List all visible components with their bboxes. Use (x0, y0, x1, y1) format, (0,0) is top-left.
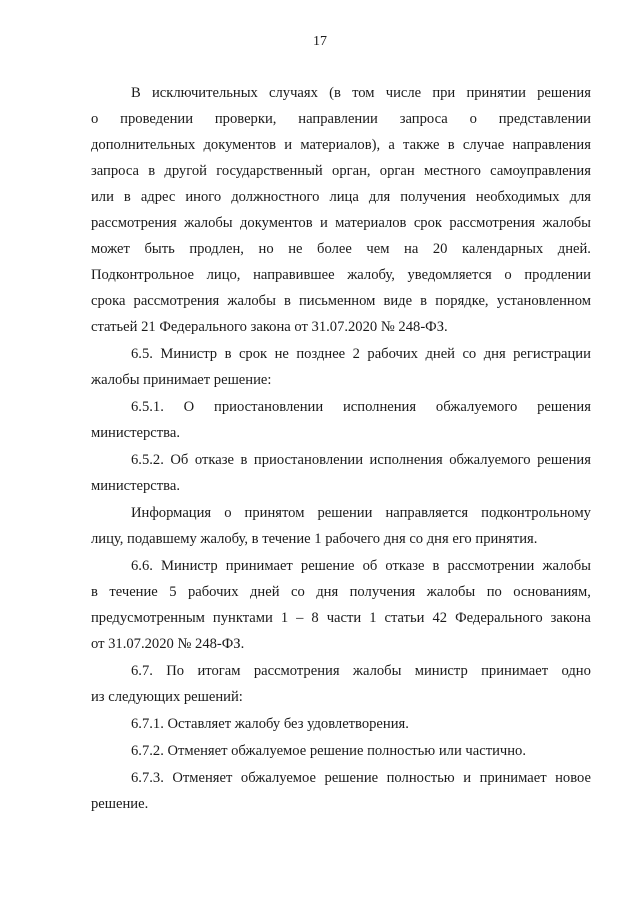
text-line: 6.5. Министр в срок не позднее 2 рабочих дней со дня регистрации (131, 346, 591, 362)
text-line: жалобы принимает решение: (91, 372, 272, 388)
paragraph (91, 500, 591, 552)
text-line: может быть продлен, но не более чем на 20 календарных дней. (91, 241, 591, 257)
text-line: или в адрес иного должностного лица для получения необходимых для (91, 189, 591, 205)
text-line: 6.7.3. Отменяет обжалуемое решение полностью и принимает новое (131, 770, 591, 786)
text-line: запроса в другой государственный орган, орган местного самоуправления (91, 163, 591, 179)
text-line: от 31.07.2020 № 248-ФЗ. (91, 636, 245, 652)
paragraph (91, 447, 591, 499)
text-line: 6.7.2. Отменяет обжалуемое решение полностью или частично. (131, 743, 526, 759)
paragraph (91, 394, 591, 446)
text-line: статьей 21 Федерального закона от 31.07.2020 № 248-ФЗ. (91, 319, 448, 335)
document-body (91, 80, 591, 817)
text-line: в течение 5 рабочих дней со дня получения жалобы по основаниям, (91, 584, 591, 600)
text-line: 6.6. Министр принимает решение об отказе в рассмотрении жалобы (131, 558, 591, 574)
text-line: дополнительных документов и материалов), а также в случае направления (91, 137, 591, 153)
text-line: Информация о принятом решении направляется подконтрольному (131, 505, 591, 521)
text-line: Подконтрольное лицо, направившее жалобу, уведомляется о продлении (91, 267, 591, 283)
text-line: 6.7. По итогам рассмотрения жалобы министр принимает одно (131, 663, 591, 679)
text-line: министерства. (91, 425, 180, 441)
text-line: из следующих решений: (91, 689, 243, 705)
page-number: 17 (313, 34, 327, 49)
paragraph (91, 80, 591, 340)
text-line: 6.7.1. Оставляет жалобу без удовлетворения. (131, 716, 409, 732)
paragraph (91, 341, 591, 393)
text-line: о проведении проверки, направлении запроса о представлении (91, 111, 591, 127)
text-line: решение. (91, 796, 149, 812)
text-line: предусмотренным пунктами 1 – 8 части 1 статьи 42 Федерального закона (91, 610, 591, 626)
text-line: лицу, подавшему жалобу, в течение 1 рабочего дня со дня его принятия. (91, 531, 538, 547)
paragraph (91, 711, 591, 737)
text-line: срока рассмотрения жалобы в письменном виде в порядке, установленном (91, 293, 591, 309)
paragraph (91, 553, 591, 657)
paragraph (91, 765, 591, 817)
text-line: министерства. (91, 478, 180, 494)
text-line: 6.5.2. Об отказе в приостановлении исполнения обжалуемого решения (131, 452, 591, 468)
text-line: В исключительных случаях (в том числе при принятии решения (131, 85, 591, 101)
paragraph (91, 658, 591, 710)
text-line: рассмотрения жалобы документов и материалов срок рассмотрения жалобы (91, 215, 591, 231)
paragraph (91, 738, 591, 764)
text-line: 6.5.1. О приостановлении исполнения обжалуемого решения (131, 399, 591, 415)
